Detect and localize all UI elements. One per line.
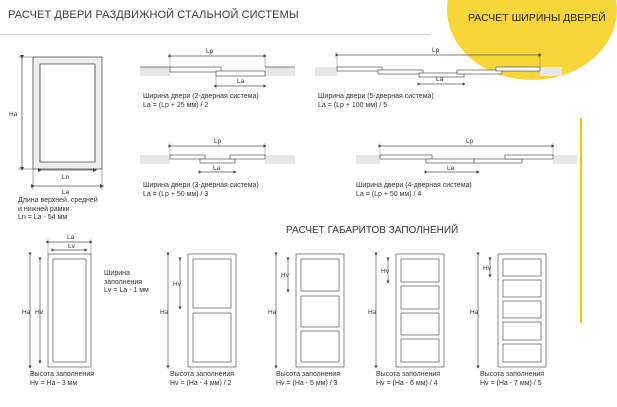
fill-panel-3 xyxy=(276,254,344,367)
scheme-two-door xyxy=(140,53,295,89)
panel-3-hv-label: Hv xyxy=(281,272,289,279)
two-door-lp-label: Lp xyxy=(206,48,214,55)
panel-3-caption: Высота заполнения Hv = (Ha - 5 мм) / 3 xyxy=(276,371,341,387)
four-door-la-label: La xyxy=(447,165,455,172)
page-title: РАСЧЕТ ДВЕРИ РАЗДВИЖНОЙ СТАЛЬНОЙ СИСТЕМЫ xyxy=(8,9,299,21)
five-door-lp-label: Lp xyxy=(432,47,440,54)
five-door-la-label: La xyxy=(436,76,444,83)
panel-2-ha-label: Ha xyxy=(160,309,169,316)
five-door-caption: Ширина двери (5-дверная система) La = (Lp + 100 мм) / 5 xyxy=(318,93,434,109)
two-door-caption: Ширина двери (2-дверная система) La = (Lp + 25 мм) / 2 xyxy=(143,93,259,109)
panel-4-caption: Высота заполнения Hv = (Ha - 6 мм) / 4 xyxy=(376,371,441,387)
fill-width-caption: Ширина заполнения Lv = La - 1 мм xyxy=(104,270,149,294)
panel-4-ha-label: Ha xyxy=(368,309,377,316)
frame-caption: Длина верхней, средней и нижней рамки Ln = La - 54 мм xyxy=(18,197,98,221)
fill-panel-2 xyxy=(168,254,236,367)
fill-hv-label: Hv xyxy=(35,309,43,316)
fill-section-title: РАСЧЕТ ГАБАРИТОВ ЗАПОЛНЕНИЙ xyxy=(286,225,459,236)
frame-la-label: La xyxy=(62,189,70,196)
section-title-door-width: РАСЧЕТ ШИРИНЫ ДВЕРЕЙ xyxy=(468,12,606,24)
panel-2-hv-label: Hv xyxy=(173,281,181,288)
three-door-caption: Ширина двери (3-дверная система) La = (Lp + 50 мм) / 3 xyxy=(143,182,259,198)
panel-5-caption: Высота заполнения Hv = (Ha - 7 мм) / 5 xyxy=(480,371,545,387)
panel-1-caption: Высота заполнения Hv = Ha - 3 мм xyxy=(30,371,95,387)
four-door-lp-label: Lp xyxy=(466,138,474,145)
fill-lv-label: Lv xyxy=(68,243,75,250)
three-door-la-label: La xyxy=(213,165,221,172)
four-door-caption: Ширина двери (4-дверная система) La = (Lp + 50 мм) / 4 xyxy=(356,182,472,198)
panel-4-hv-label: Hv xyxy=(381,268,389,275)
scheme-four-door xyxy=(356,143,577,172)
two-door-la-label: La xyxy=(237,78,245,85)
door-frame-drawing xyxy=(18,57,102,190)
panel-5-ha-label: Ha xyxy=(470,309,479,316)
panel-2-caption: Высота заполнения Hv = (Ha - 4 мм) / 2 xyxy=(170,371,235,387)
three-door-lp-label: Lp xyxy=(214,138,222,145)
panel-3-ha-label: Ha xyxy=(268,309,277,316)
fill-ha-label: Ha xyxy=(22,309,31,316)
panel-5-hv-label: Hv xyxy=(483,265,491,272)
frame-ln-label: Ln xyxy=(62,174,70,181)
frame-ha-label: Ha xyxy=(9,111,18,118)
fill-la-label: La xyxy=(67,234,75,241)
fill-panel-1 xyxy=(30,239,91,367)
